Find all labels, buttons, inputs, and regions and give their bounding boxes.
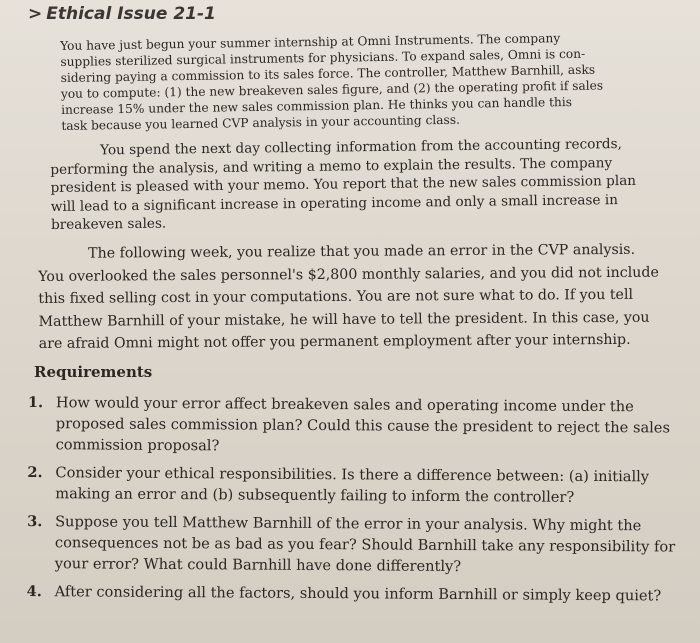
requirements-heading: Requirements bbox=[34, 363, 153, 381]
paragraph-line: You have just begun your summer internship at Omni Instruments. The company bbox=[60, 31, 561, 53]
issue-title: Ethical Issue 21-1 bbox=[46, 4, 216, 24]
requirement-line: Suppose you tell Matthew Barnhill of the error in your analysis. Why might the bbox=[55, 513, 642, 535]
paragraph-line: this fixed selling cost in your computations. You are not sure what to do. If you tell bbox=[38, 286, 634, 307]
requirement-number: 3. bbox=[27, 512, 43, 531]
paragraph-line: sidering paying a commission to its sales force. The controller, Matthew Barnhill, asks bbox=[60, 62, 596, 86]
requirement-number: 1. bbox=[27, 393, 44, 412]
paragraph-line: president is pleased with your memo. You report that the new sales commission plan bbox=[50, 172, 637, 196]
requirement-item bbox=[27, 581, 675, 607]
paragraph-line: increase 15% under the new sales commission plan. He thinks you can handle this bbox=[61, 95, 573, 118]
paragraph-line: task because you learned CVP analysis in your accounting class. bbox=[61, 113, 460, 134]
chevron-right-icon: > bbox=[28, 4, 43, 24]
requirement-item bbox=[27, 511, 676, 579]
paragraph-line: Matthew Barnhill of your mistake, he will have to tell the president. In this case, you bbox=[38, 309, 650, 330]
paragraph-line: breakeven sales. bbox=[50, 215, 167, 233]
requirement-line: How would your error affect breakeven sales and operating income under the bbox=[55, 394, 634, 416]
requirement-number: 4. bbox=[26, 582, 42, 601]
requirement-line: consequences not be as bad as you fear? Should Barnhill take any responsibility for bbox=[54, 534, 676, 556]
issue-header bbox=[28, 4, 216, 24]
paragraph-line: will lead to a significant increase in operating income and only a small increase in bbox=[50, 191, 619, 215]
paragraph-line: You overlooked the sales personnel's $2,800 monthly salaries, and you did not include bbox=[38, 264, 659, 285]
requirement-line: Consider your ethical responsibilities. Is there a difference between: (a) initially bbox=[55, 464, 650, 486]
paragraph-2 bbox=[50, 135, 637, 235]
requirement-item bbox=[27, 462, 675, 509]
requirement-line: proposed sales commission plan? Could this cause the president to reject the sales bbox=[55, 415, 671, 437]
requirement-line: making an error and (b) subsequently failing to inform the controller? bbox=[55, 485, 575, 506]
requirement-number: 2. bbox=[27, 463, 43, 482]
requirement-line: commission proposal? bbox=[55, 436, 220, 455]
paragraph-line: You spend the next day collecting information from the accounting records, bbox=[100, 136, 622, 159]
paragraph-line: you to compute: (1) the new breakeven sales figure, and (2) the operating profit if sales bbox=[60, 78, 604, 102]
paragraph-line: supplies sterilized surgical instruments for physicians. To expand sales, Omni is con- bbox=[60, 46, 586, 70]
requirement-line: your error? What could Barnhill have done differently? bbox=[54, 555, 462, 576]
requirements-list bbox=[26, 392, 676, 614]
requirement-item bbox=[28, 392, 677, 460]
paragraph-line: performing the analysis, and writing a memo to explain the results. The company bbox=[50, 154, 613, 178]
paragraph-1 bbox=[60, 29, 604, 134]
requirement-line: After considering all the factors, should you inform Barnhill or simply keep quiet? bbox=[54, 583, 662, 605]
paragraph-line: are afraid Omni might not offer you permanent employment after your internship. bbox=[38, 331, 631, 352]
paragraph-line: The following week, you realize that you made an error in the CVP analysis. bbox=[88, 241, 636, 262]
paragraph-3 bbox=[38, 239, 659, 356]
